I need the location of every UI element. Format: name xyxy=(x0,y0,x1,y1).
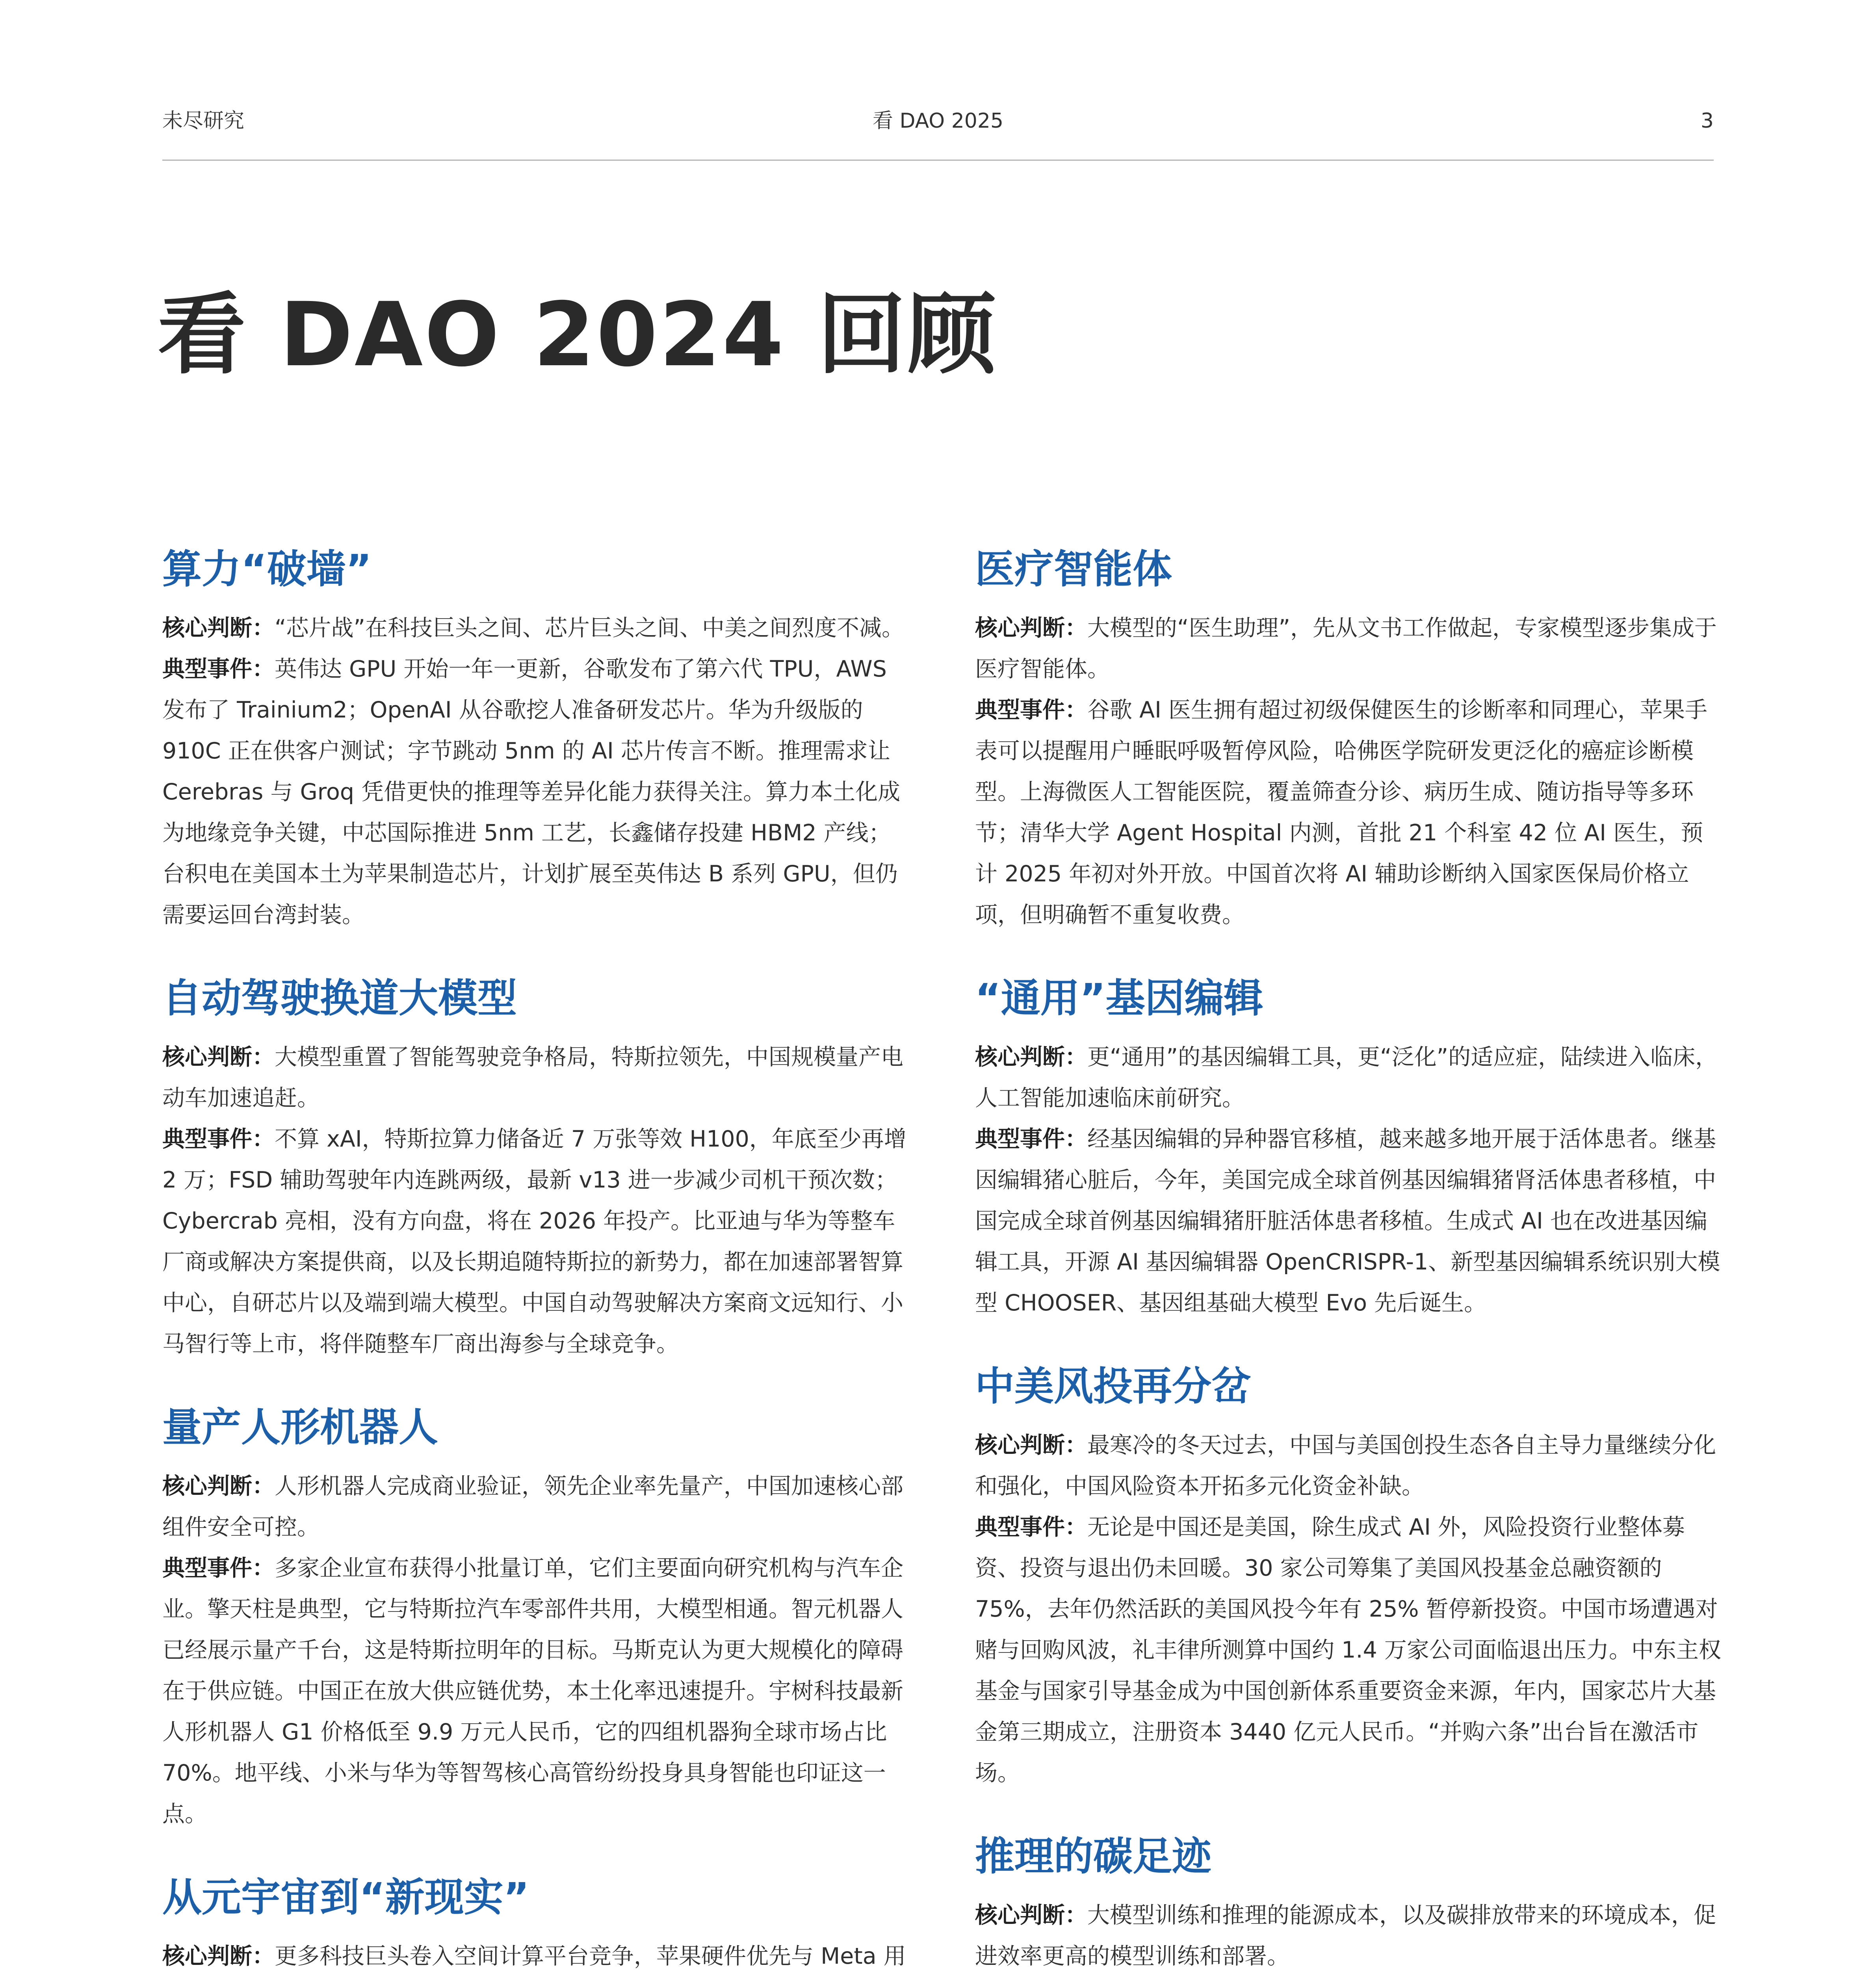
section-heading: 中美风投再分岔 xyxy=(975,1363,1251,1409)
report-title: 看 DAO 2025 xyxy=(872,109,1004,133)
typical-events xyxy=(975,1119,1724,1323)
section-venture-capital xyxy=(975,1357,1724,1793)
event-label: 典型事件： xyxy=(162,1555,275,1581)
core-judgment xyxy=(162,1466,911,1548)
core-label: 核心判断： xyxy=(162,615,275,641)
section-heading: “通用”基因编辑 xyxy=(975,975,1263,1021)
left-column xyxy=(162,540,911,1970)
core-label: 核心判断： xyxy=(162,1473,275,1499)
core-text: 最寒冷的冬天过去，中国与美国创投生态各自主导力量继续分化和强化，中国风险资本开拓多元化资金补缺。 xyxy=(975,1432,1716,1499)
event-text: 谷歌 AI 医生拥有超过初级保健医生的诊断率和同理心，苹果手表可以提醒用户睡眠呼吸暂停风险，哈佛医学院研发更泛化的癌症诊断模型。上海微医人工智能医院，覆盖筛查分诊、病历生成、随访指导等多环节；清华大学 Agent Hospital 内测，首批 21 个科室 42 位 AI 医生，预计 2025 年初对外开放。中国首次将 AI 辅助诊断纳入国家医保局价格立项，但明确暂不重复收费。 xyxy=(975,697,1708,928)
core-judgment xyxy=(162,608,911,649)
event-text: 无论是中国还是美国，除生成式 AI 外，风险投资行业整体募资、投资与退出仍未回暖。30 家公司筹集了美国风投基金总融资额的 75%，去年仍然活跃的美国风投今年有 25% 暂停新投资。中国市场遭遇对赌与回购风波，礼丰律所测算中国约 1.4 万家公司面临退出压力。中东主权基金与国家引导基金成为中国创新体系重要资金来源，年内，国家芯片大基金第三期成立，注册资本 3440 亿元人民币。“并购六条”出台旨在激活市场。 xyxy=(975,1514,1721,1786)
core-label: 核心判断： xyxy=(162,1044,275,1070)
core-judgment xyxy=(975,1037,1724,1119)
section-heading: 算力“破墙” xyxy=(162,546,372,592)
core-judgment xyxy=(162,1936,911,1970)
right-column xyxy=(975,540,1724,1970)
core-label: 核心判断： xyxy=(975,615,1087,641)
section-humanoid-robots xyxy=(162,1398,911,1834)
section-carbon-footprint xyxy=(975,1827,1724,1970)
section-gene-editing xyxy=(975,969,1724,1323)
core-label: 核心判断： xyxy=(162,1943,275,1969)
section-heading: 从元宇宙到“新现实” xyxy=(162,1874,529,1920)
core-text: 更“通用”的基因编辑工具，更“泛化”的适应症，陆续进入临床，人工智能加速临床前研究。 xyxy=(975,1044,1718,1111)
event-text: 不算 xAI，特斯拉算力储备近 7 万张等效 H100，年底至少再增 2 万；FSD 辅助驾驶年内连跳两级，最新 v13 进一步减少司机干预次数；Cybercrab 亮相，没有方向盘，将在 2026 年投产。比亚迪与华为等整车厂商或解决方案提供商，以及长期追随特斯拉的新势力，都在加速部署智算中心，自研芯片以及端到端大模型。中国自动驾驶解决方案商文远知行、小马智行等上市，将伴随整车厂商出海参与全球竞争。 xyxy=(162,1126,906,1357)
typical-events xyxy=(975,690,1724,935)
running-header xyxy=(162,103,1714,139)
event-label: 典型事件： xyxy=(162,1126,275,1152)
event-text: 多家企业宣布获得小批量订单，它们主要面向研究机构与汽车企业。擎天柱是典型，它与特斯拉汽车零部件共用，大模型相通。智元机器人已经展示量产千台，这是特斯拉明年的目标。马斯克认为更大规模化的障碍在于供应链。中国正在放大供应链优势，本土化率迅速提升。宇树科技最新人形机器人 G1 价格低至 9.9 万元人民币，它的四组机器狗全球市场占比 70%。地平线、小米与华为等智驾核心高管纷纷投身具身智能也印证这一点。 xyxy=(162,1555,903,1827)
publisher-name: 未尽研究 xyxy=(162,109,245,133)
core-judgment xyxy=(975,1425,1724,1507)
section-heading: 自动驾驶换道大模型 xyxy=(162,975,517,1021)
section-new-reality xyxy=(162,1868,911,1970)
event-label: 典型事件： xyxy=(975,1514,1087,1540)
typical-events xyxy=(162,649,911,935)
core-text: 大模型重置了智能驾驶竞争格局，特斯拉领先，中国规模量产电动车加速追赶。 xyxy=(162,1044,903,1111)
core-judgment xyxy=(975,608,1724,690)
core-judgment xyxy=(162,1037,911,1119)
page-number: 3 xyxy=(1700,109,1714,133)
section-computing-power xyxy=(162,540,911,935)
core-text: 人形机器人完成商业验证，领先企业率先量产，中国加速核心部组件安全可控。 xyxy=(162,1473,903,1540)
section-heading: 量产人形机器人 xyxy=(162,1404,438,1450)
page-title: 看 DAO 2024 回顾 xyxy=(158,283,997,386)
core-label: 核心判断： xyxy=(975,1902,1087,1928)
event-label: 典型事件： xyxy=(975,697,1087,723)
event-label: 典型事件： xyxy=(162,656,275,682)
core-text: 大模型训练和推理的能源成本，以及碳排放带来的环境成本，促进效率更高的模型训练和部署。 xyxy=(975,1902,1716,1969)
section-heading: 医疗智能体 xyxy=(975,546,1172,592)
section-medical-agents xyxy=(975,540,1724,935)
header-divider xyxy=(162,160,1714,161)
section-heading: 推理的碳足迹 xyxy=(975,1833,1211,1879)
event-label: 典型事件： xyxy=(975,1126,1087,1152)
core-text: 大模型的“医生助理”，先从文书工作做起，专家模型逐步集成于医疗智能体。 xyxy=(975,615,1717,682)
core-label: 核心判断： xyxy=(975,1044,1087,1070)
event-text: 经基因编辑的异种器官移植，越来越多地开展于活体患者。继基因编辑猪心脏后，今年，美国完成全球首例基因编辑猪肾活体患者移植，中国完成全球首例基因编辑猪肝脏活体患者移植。生成式 AI 也在改进基因编辑工具，开源 AI 基因编辑器 OpenCRISPR-1、新型基因编辑系统识别大模型 CHOOSER、基因组基础大模型 Evo 先后诞生。 xyxy=(975,1126,1720,1316)
typical-events xyxy=(975,1507,1724,1793)
section-autonomous-driving xyxy=(162,969,911,1364)
core-text: 更多科技巨头卷入空间计算平台竞争，苹果硬件优先与 Meta 用 xyxy=(275,1943,906,1969)
typical-events xyxy=(162,1548,911,1834)
core-label: 核心判断： xyxy=(975,1432,1087,1458)
typical-events xyxy=(162,1119,911,1364)
core-text: “芯片战”在科技巨头之间、芯片巨头之间、中美之间烈度不减。 xyxy=(275,615,905,641)
event-text: 英伟达 GPU 开始一年一更新，谷歌发布了第六代 TPU，AWS 发布了 Trainium2；OpenAI 从谷歌挖人准备研发芯片。华为升级版的 910C 正在供客户测试；字节跳动 5nm 的 AI 芯片传言不断。推理需求让 Cerebras 与 Groq 凭借更快的推理等差异化能力获得关注。算力本土化成为地缘竞争关键，中芯国际推进 5nm 工艺，长鑫储存投建 HBM2 产线；台积电在美国本土为苹果制造芯片，计划扩展至英伟达 B 系列 GPU，但仍需要运回台湾封装。 xyxy=(162,656,901,928)
core-judgment xyxy=(975,1895,1724,1970)
